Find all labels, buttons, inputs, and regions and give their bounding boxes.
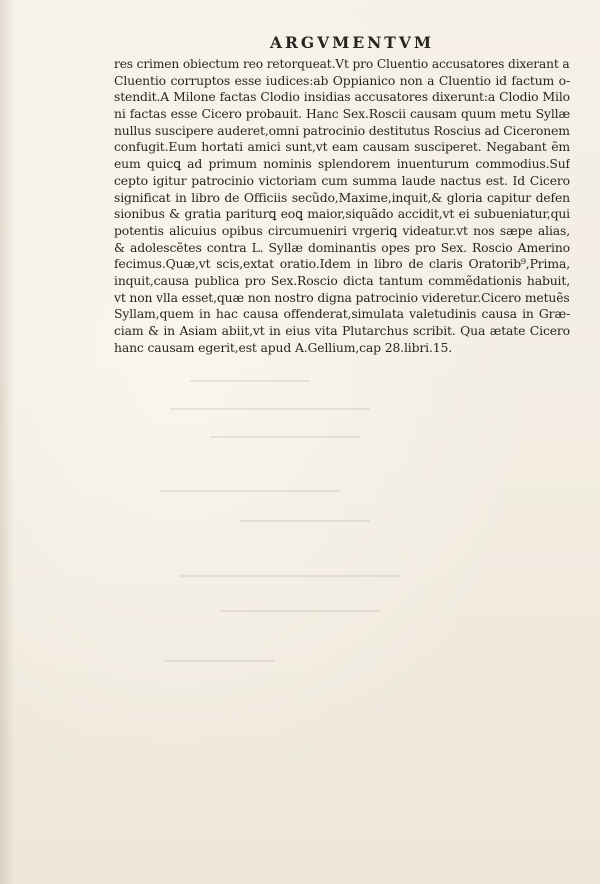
body-text [114,56,570,356]
text-line: vt non vlla esset,quæ non nostro digna patrocinio videretur.Cicero metuẽs [114,289,570,305]
text-line: nullus suscipere auderet,omni patrocinio destitutus Roscius ad Ciceronem [114,122,570,138]
text-line: & adolescẽtes contra L. Syllæ dominantis opes pro Sex. Roscio Amerino [114,239,570,255]
running-head: ARGVMENTVM [270,33,435,52]
text-line: cepto igitur patrocinio victoriam cum summa laude nactus est. Id Cicero [114,172,570,188]
text-line: significat in libro de Officiis secũdo,Maxime,inquit,& gloria capitur defen [114,189,570,205]
text-line: sionibus & gratia pariturꝗ eoꝗ maior,siquãdo accidit,vt ei subueniatur,qui [114,206,570,222]
text-line: fecimus.Quæ,vt scis,extat oratio.Idem in libro de claris Oratorib⁹,Prima, [114,256,570,272]
show-through-texture [150,370,490,700]
text-line: inquit,causa publica pro Sex.Roscio dicta tantum commẽdationis habuit, [114,272,570,288]
text-line: potentis alicuius opibus circumueniri vrgeriꝗ videatur.vt nos sæpe alias, [114,222,570,238]
text-line: Cluentio corruptos esse iudices:ab Oppianico non a Cluentio id factum o- [114,72,570,88]
text-line: eum quicꝗ ad primum nominis splendorem inuenturum commodius.Suf [114,156,570,172]
text-line: hanc causam egerit,est apud A.Gellium,cap 28.libri.15. [114,339,453,355]
text-line: res crimen obiectum reo retorqueat.Vt pro Cluentio accusatores dixerant a [114,56,570,71]
text-line: stendit.A Milone factas Clodio insidias accusatores dixerunt:a Clodio Milo [114,89,570,105]
text-line: confugit.Eum hortati amici sunt,vt eam causam susciperet. Negabant ẽm [114,139,570,155]
text-line: ni factas esse Cicero probauit. Hanc Sex.Roscii causam quum metu Syllæ [114,106,570,122]
text-line: Syllam,quem in hac causa offenderat,simulata valetudinis causa in Græ- [114,306,570,322]
text-line: ciam & in Asiam abiit,vt in eius vita Plutarchus scribit. Qua ætate Cicero [114,323,570,338]
